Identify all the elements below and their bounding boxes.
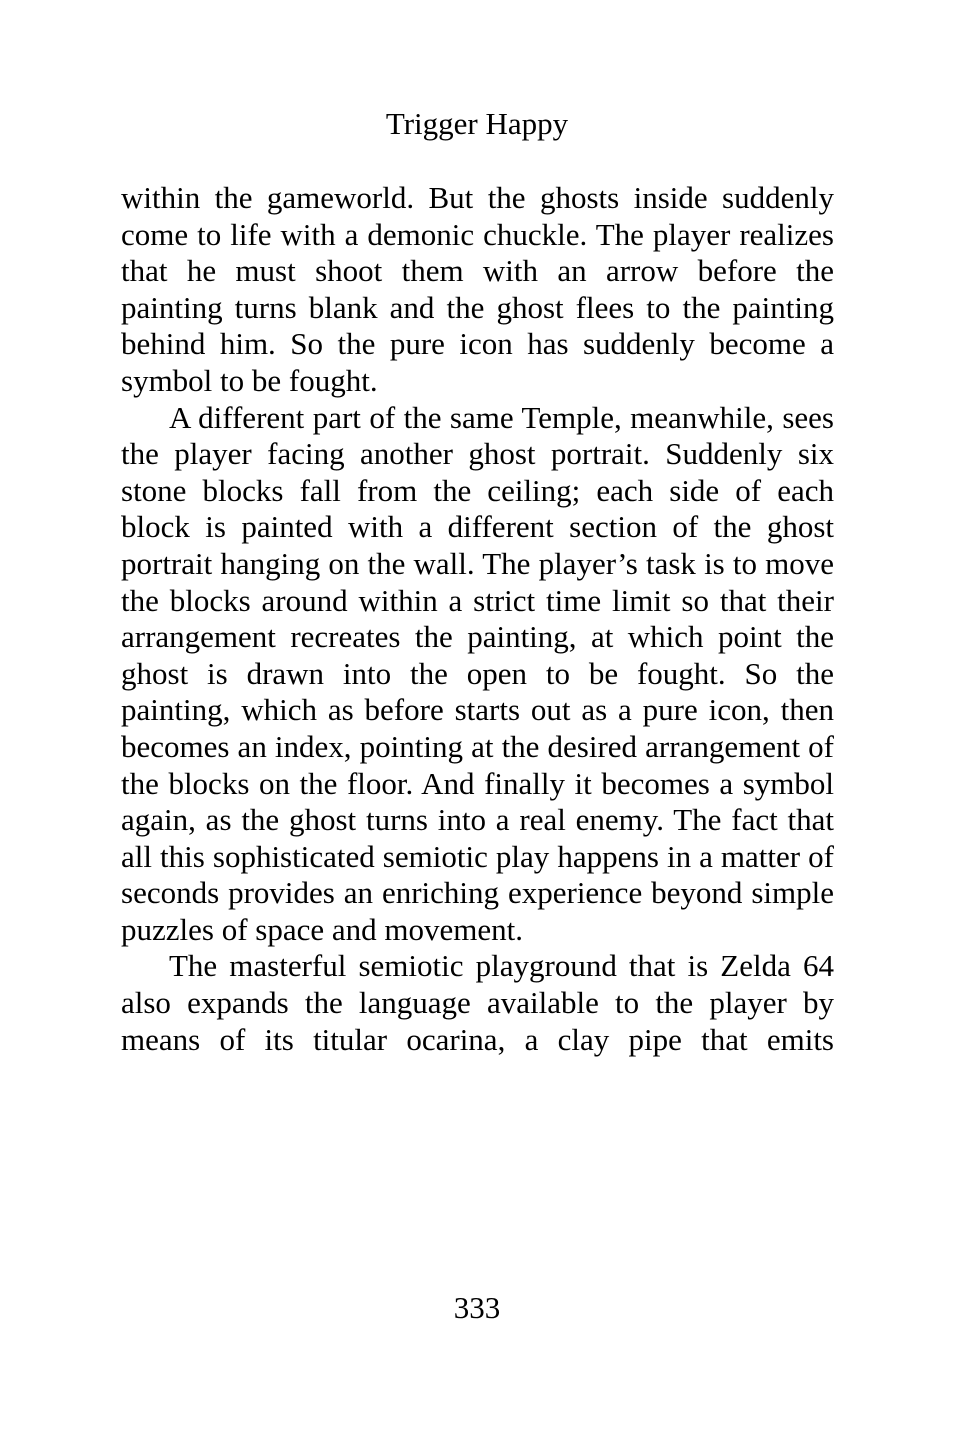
body-text bbox=[121, 180, 834, 1058]
page-number: 333 bbox=[453, 1290, 501, 1325]
paragraph-continued: within the gameworld. But the ghosts inside suddenly come to life with a demonic chuckle. The player realizes that he must shoot them with an arrow before the painting turns blank and the ghost flees to the painting behind him. So the pure icon has suddenly become a symbol to be fought. bbox=[121, 180, 834, 398]
paragraph-temple-blocks: A different part of the same Temple, meanwhile, sees the player facing another ghost portrait. Suddenly six stone blocks fall from the ceiling; each side of each block is painted with a different section of the ghost portrait hanging on the wall. The player’s task is to move the blocks around within a strict time limit so that their arrangement recreates the painting, at which point the ghost is drawn into the open to be fought. So the painting, which as before starts out as a pure icon, then becomes an index, pointing at the desired arrangement of the blocks on the floor. And finally it becomes a symbol again, as the ghost turns into a real enemy. The fact that all this sophisticated semiotic play happens in a matter of seconds provides an enriching experience beyond simple puzzles of space and movement. bbox=[121, 399, 834, 947]
running-head: Trigger Happy bbox=[385, 106, 569, 141]
paragraph-ocarina: The masterful semiotic playground that is Zelda 64 also expands the language available to the player by means of its titular ocarina, a clay pipe that emits bbox=[121, 948, 834, 1057]
